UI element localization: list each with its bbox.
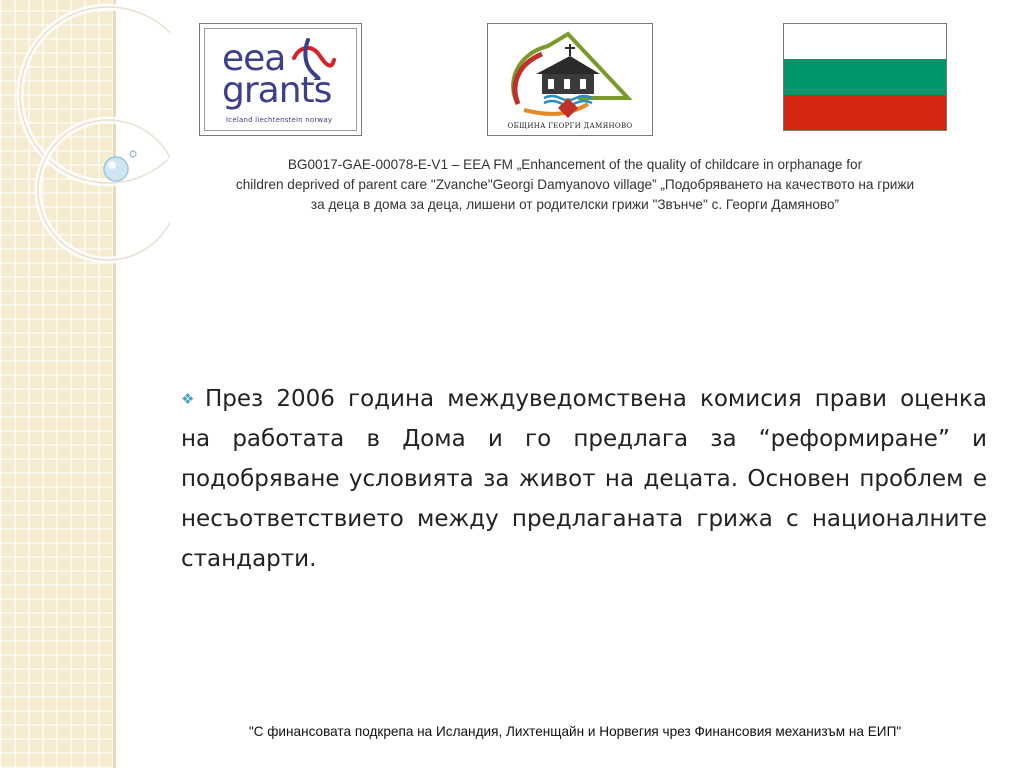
municipality-emblem-icon xyxy=(488,24,652,124)
project-title-line2: children deprived of parent care "Zvanche"Georgi Damyanovo village” „Подобряването на качеството на грижи xyxy=(235,177,915,192)
body-paragraph xyxy=(181,379,987,579)
municipality-logo xyxy=(487,23,653,136)
flag-band-red xyxy=(784,95,946,130)
project-title-line1: BG0017-GAE-00078-E-V1 – EEA FM „Enhancement of the quality of childcare in orphanage for xyxy=(287,157,863,172)
decorative-circles xyxy=(0,0,170,300)
eea-wordmark-line1: eea xyxy=(222,38,286,79)
eea-swirl-icon xyxy=(286,38,336,80)
municipality-caption: ОБЩИНА ГЕОРГИ ДАМЯНОВО xyxy=(507,122,633,130)
body-text: През 2006 година междуведомствена комисия прави оценка на работата в Дома и го предлага за “реформиране” и подобряване условията за живот на децата. Основен проблем е несъответствието между предлаганата грижа с националните стандарти. xyxy=(181,386,987,572)
project-title xyxy=(170,155,980,215)
eea-tagline: Iceland liechtenstein norway xyxy=(226,116,333,124)
flag-band-white xyxy=(784,24,946,59)
diamond-bullet-icon: ❖ xyxy=(181,390,195,408)
funding-footer: "С финансовата подкрепа на Исландия, Лихтенщайн и Норвегия чрез Финансовия механизъм на ЕИП" xyxy=(248,724,902,739)
project-title-line3: за деца в дома за деца, лишени от родителски грижи "Звънче" с. Георги Дамяново” xyxy=(310,197,840,212)
bulgarian-flag xyxy=(783,23,947,131)
eea-wordmark-line2: grants xyxy=(222,70,332,111)
eea-grants-logo xyxy=(199,23,362,136)
flag-band-green xyxy=(784,59,946,94)
